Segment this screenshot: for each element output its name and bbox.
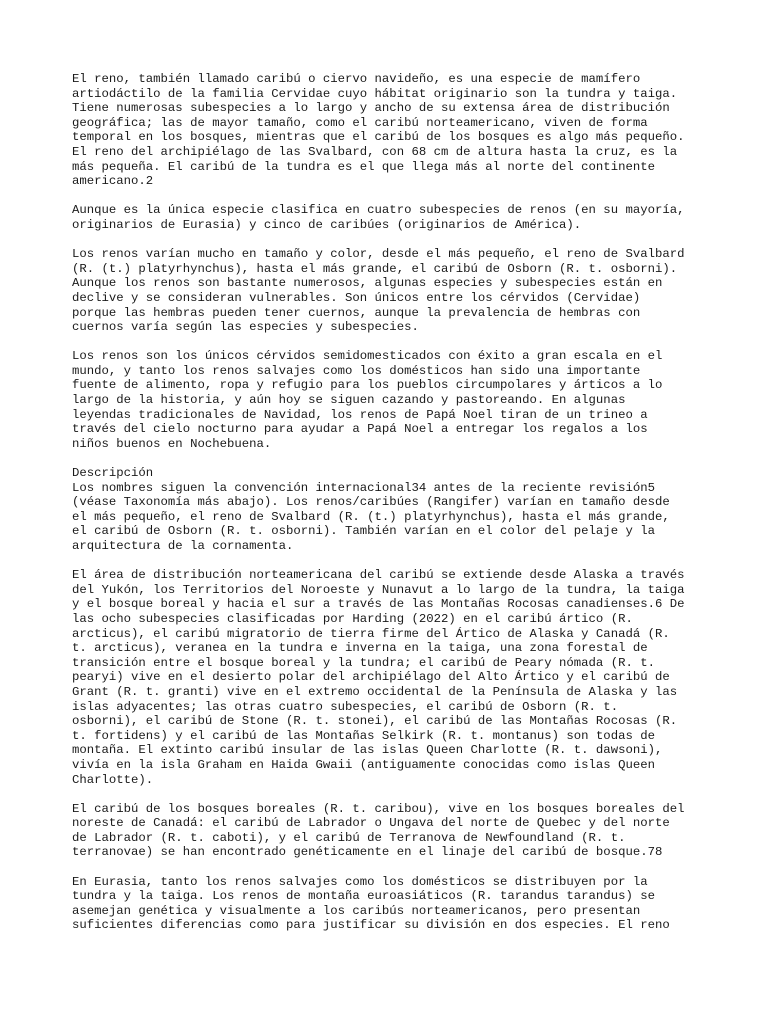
paragraph-5-descripcion: Descripción Los nombres siguen la convención internacional34 antes de la reciente revisión5 (véase Taxonomía más abajo). Los renos/caribúes (Rangifer) varían en tamaño desde el más pequeño, el reno de Svalbard (R. (t.) platyrhynchus), hasta el más grande, el caribú de Osborn (R. t. osborni). También varían en el color del pelaje y la arquitectura de la cornamenta.: [72, 466, 670, 553]
paragraph-6: El área de distribución norteamericana del caribú se extiende desde Alaska a través del Yukón, los Territorios del Noroeste y Nunavut a lo largo de la tundra, la taiga y el bosque boreal y hacia el sur a través de las Montañas Rocosas canadienses.6 De las ocho subespecies clasificadas por Harding (2022) en el caribú ártico (R. arcticus), el caribú migratorio de tierra firme del Ártico de Alaska y Canadá (R. t. arcticus), veranea en la tundra e inverna en la taiga, una zona forestal de transición entre el bosque boreal y la tundra; el caribú de Peary nómada (R. t. pearyi) vive en el desierto polar del archipiélago del Alto Ártico y el caribú de Grant (R. t. granti) vive en el extremo occidental de la Península de Alaska y las islas adyacentes; las otras cuatro subespecies, el caribú de Osborn (R. t. osborni), el caribú de Stone (R. t. stonei), el caribú de las Montañas Rocosas (R. t. fortidens) y el caribú de las Montañas Selkirk (R. t. montanus) son todas de montaña. El extinto caribú insular de las islas Queen Charlotte (R. t. dawsoni), vivía en la isla Graham en Haida Gwaii (antiguamente conocidas como islas Queen Charlotte).: [72, 568, 685, 787]
paragraph-3: Los renos varían mucho en tamaño y color, desde el más pequeño, el reno de Svalbard (R. (t.) platyrhynchus), hasta el más grande, el caribú de Osborn (R. t. osborni). Aunque los renos son bastante numerosos, algunas especies y subespecies están en declive y se consideran vulnerables. Son únicos entre los cérvidos (Cervidae) porque las hembras pueden tener cuernos, aunque la prevalencia de hembras con cuernos varía según las especies y subespecies.: [72, 247, 685, 335]
paragraph-1: El reno, también llamado caribú o ciervo navideño, es una especie de mamífero artiodáctilo de la familia Cervidae cuyo hábitat originario son la tundra y taiga. Tiene numerosas subespecies a lo largo y ancho de su extensa área de distribución geográfica; las de mayor tamaño, como el caribú norteamericano, viven de forma temporal en los bosques, mientras que el caribú de los bosques es algo más pequeño. El reno del archipiélago de las Svalbard, con 68 cm de altura hasta la cruz, es la más pequeña. El caribú de la tundra es el que llega más al norte del continente americano.2: [72, 72, 685, 189]
document-page: [72, 72, 702, 948]
paragraph-7: El caribú de los bosques boreales (R. t. caribou), vive en los bosques boreales del noreste de Canadá: el caribú de Labrador o Ungava del norte de Quebec y del norte de Labrador (R. t. caboti), y el caribú de Terranova de Newfoundland (R. t. terranovae) se han encontrado genéticamente en el linaje del caribú de bosque.78: [72, 801, 685, 860]
paragraph-2: Aunque es la única especie clasifica en cuatro subespecies de renos (en su mayoría, originarios de Eurasia) y cinco de caribúes (originarios de América).: [72, 203, 685, 232]
paragraph-4: Los renos son los únicos cérvidos semidomesticados con éxito a gran escala en el mundo, y tanto los renos salvajes como los domésticos han sido una importante fuente de alimento, ropa y refugio para los pueblos circumpolares y árticos a lo largo de la historia, y aún hoy se siguen cazando y pastoreando. En algunas leyendas tradicionales de Navidad, los renos de Papá Noel tiran de un trineo a través del cielo nocturno para ayudar a Papá Noel a entregar los regalos a los niños buenos en Nochebuena.: [72, 349, 663, 451]
paragraph-8: En Eurasia, tanto los renos salvajes como los domésticos se distribuyen por la tundra y la taiga. Los renos de montaña euroasiáticos (R. tarandus tarandus) se asemejan genética y visualmente a los caribús norteamericanos, pero presentan suficientes diferencias como para justificar su división en dos especies. El reno: [72, 874, 670, 933]
